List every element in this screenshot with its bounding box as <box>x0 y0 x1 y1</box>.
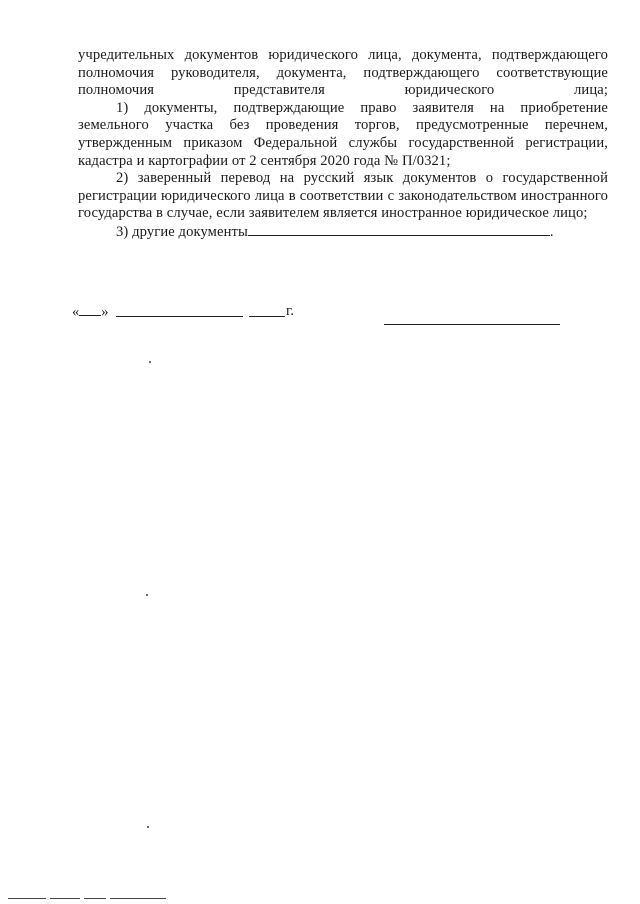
footer-rule-segment <box>8 898 46 899</box>
item-3-paragraph <box>78 223 608 242</box>
document-body <box>78 47 608 242</box>
signature-blank-line[interactable] <box>384 324 560 325</box>
item-3-end: . <box>549 223 554 240</box>
open-quote: « <box>72 304 80 320</box>
item-3-label: 3) другие документы <box>116 223 248 240</box>
item-1-paragraph: 1) документы, подтверждающие право заявителя на приобретение земельного участка без проведения торгов, предусмотренные перечнем, утвержденным приказом Федеральной службы государственной регистрации, кадастра и картографии от 2 сентября 2020 года № П/0321; <box>78 99 608 169</box>
scan-speck <box>146 594 148 596</box>
year-suffix: г. <box>286 303 294 319</box>
footer-rule-segment <box>84 898 106 899</box>
footer-rule-segment <box>110 898 166 899</box>
date-signature-row <box>72 303 572 325</box>
footer-rule-segment <box>50 898 80 899</box>
close-quote: » <box>101 304 109 320</box>
date-day-field <box>72 303 109 321</box>
year-blank-line[interactable] <box>249 316 285 317</box>
scan-speck <box>147 826 149 828</box>
item-2-paragraph: 2) заверенный перевод на русский язык документов о государственной регистрации юридического лица в соответствии с законодательством иностранного государства в случае, если заявителем является иностранное юридическое лицо; <box>78 170 608 222</box>
intro-paragraph: учредительных документов юридического лица, документа, подтверждающего полномочия руководителя, документа, подтверждающего соответствующие полномочия представителя юридического лица; <box>78 47 608 99</box>
month-blank-line[interactable] <box>116 316 243 317</box>
day-blank-line[interactable] <box>79 303 101 316</box>
scan-speck <box>149 361 151 363</box>
other-documents-fill-line[interactable] <box>248 223 550 236</box>
